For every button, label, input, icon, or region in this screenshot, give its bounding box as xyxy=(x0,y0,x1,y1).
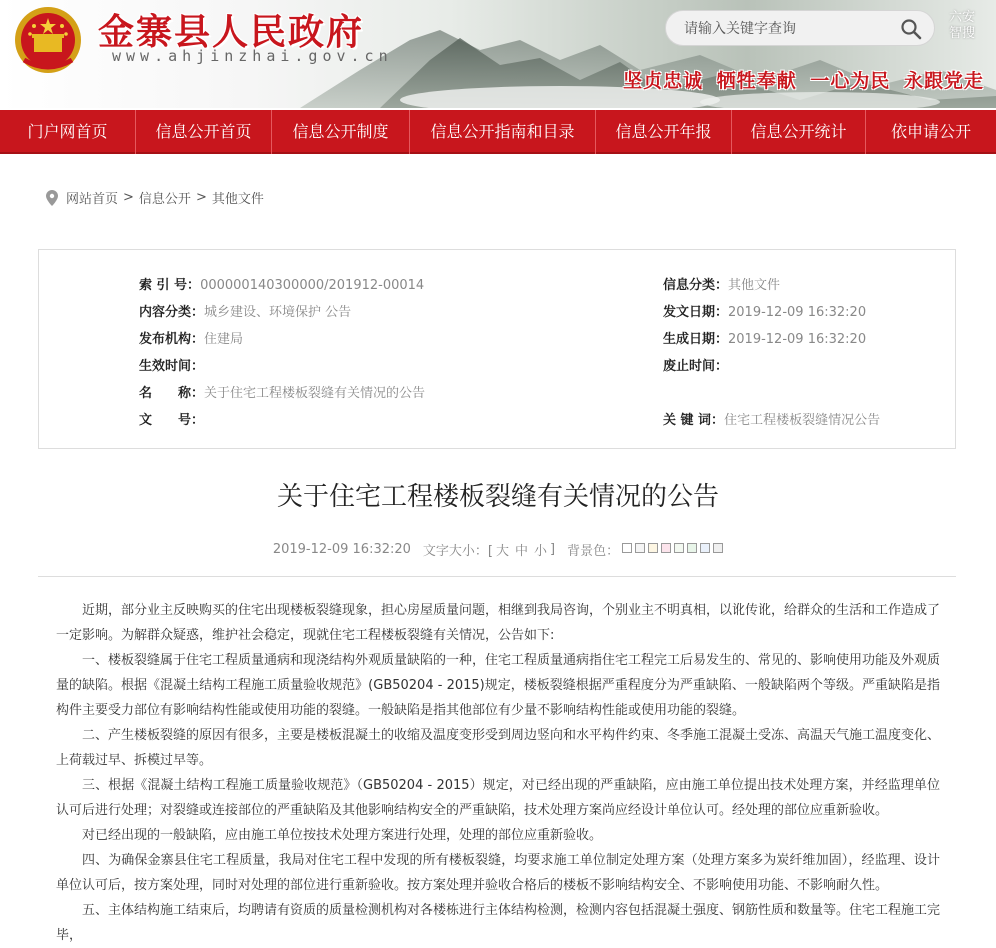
meta-label: 信息分类： xyxy=(663,278,729,293)
font-size-medium-button[interactable]: 中 xyxy=(515,544,529,559)
article-paragraph: 对已经出现的一般缺陷，应由施工单位按技术处理方案进行处理，处理的部位应重新验收。 xyxy=(82,828,603,843)
divider xyxy=(38,576,956,577)
meta-value: 城乡建设、环境保护 公告 xyxy=(204,305,352,320)
meta-label: 发文日期： xyxy=(663,305,729,320)
search-icon[interactable] xyxy=(900,18,922,40)
meta-label: 关 键 词： xyxy=(663,413,725,428)
background-color-swatch[interactable] xyxy=(700,543,710,553)
search-input[interactable] xyxy=(684,18,894,40)
national-emblem-icon xyxy=(10,4,86,76)
weather-label: 智搜 xyxy=(948,26,975,41)
site-title: 金寨县人民政府 xyxy=(98,11,365,53)
article-info-bar xyxy=(0,540,996,559)
document-meta-panel xyxy=(38,249,956,449)
article-title: 关于住宅工程楼板裂缝有关情况的公告 xyxy=(276,482,719,512)
background-color-swatches xyxy=(619,542,723,557)
breadcrumb xyxy=(46,188,264,207)
meta-effective xyxy=(139,355,204,374)
meta-label: 名 称： xyxy=(139,386,205,401)
meta-value: 住宅工程楼板裂缝情况公告 xyxy=(724,413,881,428)
meta-doc-no xyxy=(139,409,204,428)
background-color-swatch[interactable] xyxy=(687,543,697,553)
nav-item-annual-report[interactable]: 信息公开年报 xyxy=(596,110,732,154)
article-paragraph: 四、为确保金寨县住宅工程质量，我局对住宅工程中发现的所有楼板裂缝，均要求施工单位制定处理方案（处理方案多为炭纤维加固），经监理、设计单位认可后，按方案处理，同时对处理的部位进行重新验收。按方案处理并验收合格后的楼板不影响结构安全、不影响使用功能、不影响耐久性。 xyxy=(56,853,940,893)
nav-item-portal-home[interactable]: 门户网首页 xyxy=(0,110,136,154)
meta-name xyxy=(139,382,425,401)
font-size-bracket: ] xyxy=(550,542,556,557)
meta-gen-date xyxy=(663,328,866,347)
font-size-large-button[interactable]: 大 xyxy=(496,544,510,559)
breadcrumb-info[interactable]: 信息公开 xyxy=(138,192,191,207)
breadcrumb-home[interactable]: 网站首页 xyxy=(66,192,119,207)
meta-index-no xyxy=(139,274,424,293)
site-url: www.ahjinzhai.gov.cn xyxy=(112,47,393,65)
meta-value: 2019-12-09 16:32:20 xyxy=(728,305,867,320)
site-header xyxy=(0,0,996,108)
article-body xyxy=(56,598,940,948)
article-paragraph: 三、根据《混凝土结构工程施工质量验收规范》（GB50204 - 2015）规定，对已经出现的严重缺陷，应由施工单位提出技术处理方案，并经监理单位认可后进行处理；对裂缝或连接部位的严重缺陷及其他影响结构安全的严重缺陷，技术处理方案尚应经设计单位认可。经处理的部位应重新验收。 xyxy=(56,778,940,818)
background-color-swatch[interactable] xyxy=(713,543,723,553)
meta-label: 内容分类： xyxy=(139,305,205,320)
meta-expire xyxy=(663,355,728,374)
breadcrumb-other-files[interactable]: 其他文件 xyxy=(211,192,264,207)
nav-item-apply[interactable]: 依申请公开 xyxy=(890,122,971,141)
meta-keywords xyxy=(663,409,880,428)
meta-label: 发布机构： xyxy=(139,332,205,347)
location-pin-icon xyxy=(46,190,58,206)
meta-content-class xyxy=(139,301,351,320)
weather-widget[interactable] xyxy=(946,10,978,42)
nav-item-statistics[interactable]: 信息公开统计 xyxy=(732,110,866,154)
font-size-small-button[interactable]: 小 xyxy=(534,544,548,559)
background-color-swatch[interactable] xyxy=(622,543,632,553)
article-paragraph: 近期，部分业主反映购买的住宅出现楼板裂缝现象，担心房屋质量问题，相继到我局咨询，个别业主不明真相，以讹传讹，给群众的生活和工作造成了一定影响。为解群众疑惑，维护社会稳定，现就住宅工程楼板裂缝有关情况，公告如下: xyxy=(56,603,941,643)
meta-label: 索 引 号： xyxy=(139,278,201,293)
article-paragraph: 一、楼板裂缝属于住宅工程质量通病和现浇结构外观质量缺陷的一种，住宅工程质量通病指住宅工程完工后易发生的、常见的、影响使用功能及外观质量的缺陷。根据《混凝土结构工程施工质量验收规范》(GB50204 - 2015)规定，楼板裂缝根据严重程度分为严重缺陷、一般缺陷两个等级。严重缺陷是指构件主要受力部位有影响结构性能或使用功能的裂缝。一般缺陷是指其他部位有少量不影响结构性能或使用功能的裂缝。 xyxy=(56,653,941,718)
nav-item-info-home[interactable]: 信息公开首页 xyxy=(136,110,272,154)
meta-label: 废止时间： xyxy=(663,359,729,374)
meta-label: 文 号： xyxy=(139,413,205,428)
meta-value: 000000140300000/201912-00014 xyxy=(200,278,425,293)
meta-value: 其他文件 xyxy=(728,278,781,293)
meta-value: 住建局 xyxy=(204,332,244,347)
nav-item-info-policy[interactable]: 信息公开制度 xyxy=(272,110,410,154)
background-color-swatch[interactable] xyxy=(648,543,658,553)
weather-city: 六安 xyxy=(948,10,975,25)
meta-value: 关于住宅工程楼板裂缝有关情况的公告 xyxy=(204,386,426,401)
breadcrumb-separator: > xyxy=(195,190,207,205)
search-box xyxy=(665,10,935,46)
slogan: 坚贞忠诚 牺牲奉献 一心为民 永跟党走 xyxy=(623,70,984,92)
background-color-label: 背景色： xyxy=(567,544,620,559)
main-nav xyxy=(0,110,996,154)
meta-label: 生效时间： xyxy=(139,359,205,374)
background-color-swatch[interactable] xyxy=(661,543,671,553)
article-paragraph: 五、主体结构施工结束后，均聘请有资质的质量检测机构对各楼栋进行主体结构检测，检测内容包括混凝土强度、钢筋性质和数量等。住宅工程施工完毕， xyxy=(56,903,941,943)
meta-issue-date xyxy=(663,301,866,320)
meta-label: 生成日期： xyxy=(663,332,729,347)
meta-value: 2019-12-09 16:32:20 xyxy=(728,332,867,347)
background-color-swatch[interactable] xyxy=(674,543,684,553)
article-date: 2019-12-09 16:32:20 xyxy=(272,542,411,557)
font-size-label: 文字大小：[ xyxy=(422,544,493,559)
breadcrumb-separator: > xyxy=(123,190,134,205)
background-color-swatch[interactable] xyxy=(635,543,645,553)
meta-category xyxy=(663,274,780,293)
article-paragraph: 二、产生楼板裂缝的原因有很多，主要是楼板混凝土的收缩及温度变形受到周边竖向和水平构件约束、冬季施工混凝土受冻、高温天气施工温度变化、上荷载过早、拆模过早等。 xyxy=(56,728,941,768)
meta-publisher xyxy=(139,328,243,347)
nav-item-info-guide[interactable]: 信息公开指南和目录 xyxy=(410,110,596,154)
